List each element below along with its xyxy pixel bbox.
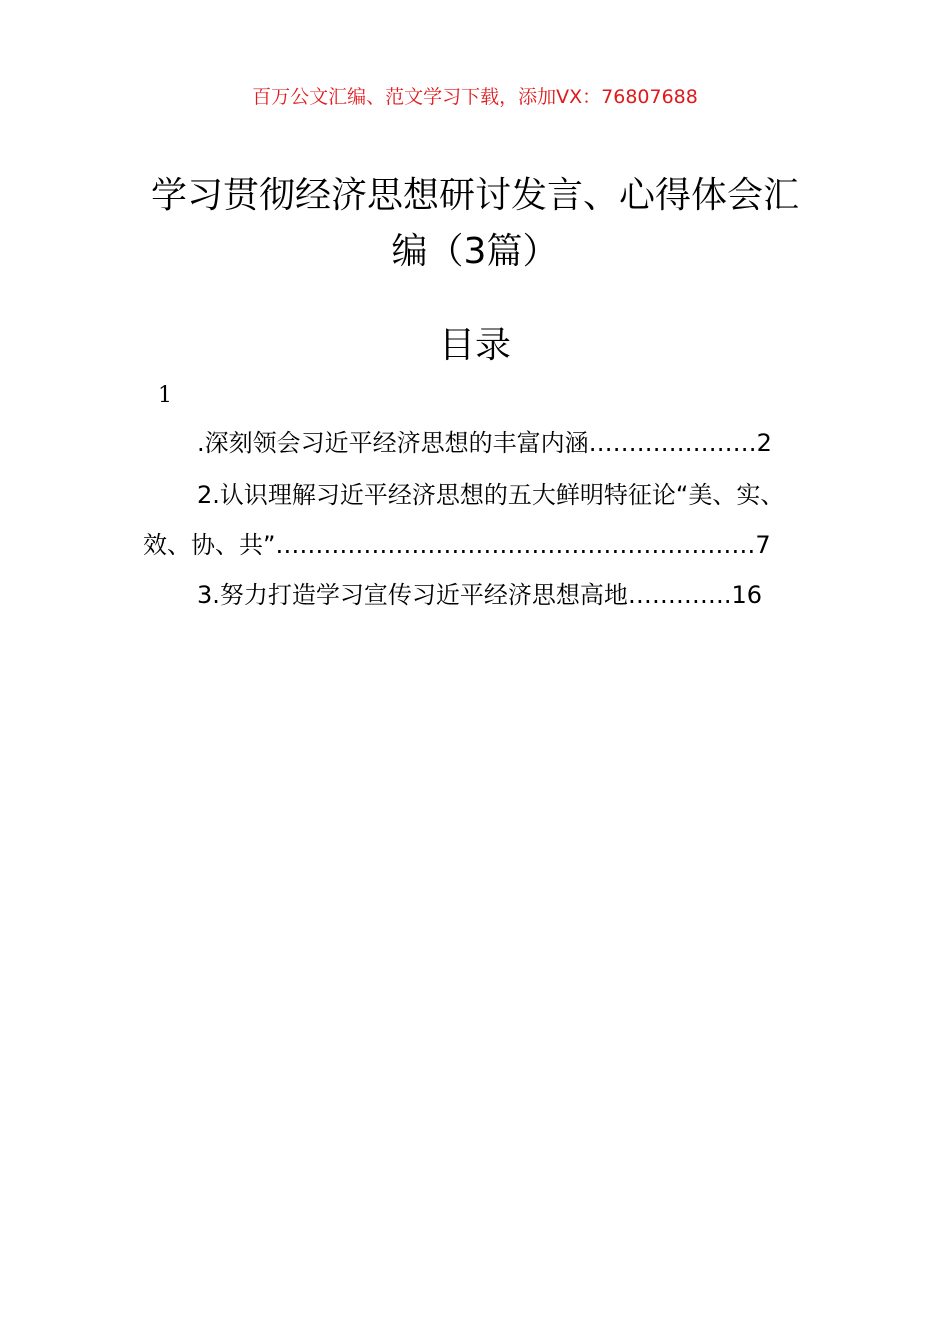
toc-item-2-line-1[interactable]: 2.认识理解习近平经济思想的五大鲜明特征论“美、实、: [197, 481, 785, 509]
toc-item-1[interactable]: .深刻领会习近平经济思想的丰富内涵…………………2: [197, 429, 772, 457]
document-title: [130, 168, 820, 280]
title-line-2: 编（3篇）: [391, 231, 559, 272]
toc-item-3[interactable]: 3.努力打造学习宣传习近平经济思想高地………….16: [197, 581, 763, 609]
toc-item-1-number: 1: [158, 383, 172, 408]
watermark-header: 百万公文汇编、范文学习下载，添加VX：76807688: [252, 86, 698, 108]
title-line-1: 学习贯彻经济思想研讨发言、心得体会汇: [150, 175, 799, 216]
toc-heading: 目录: [438, 325, 511, 366]
toc-item-2-line-2[interactable]: 效、协、共”……………………………………………………7: [143, 531, 771, 559]
